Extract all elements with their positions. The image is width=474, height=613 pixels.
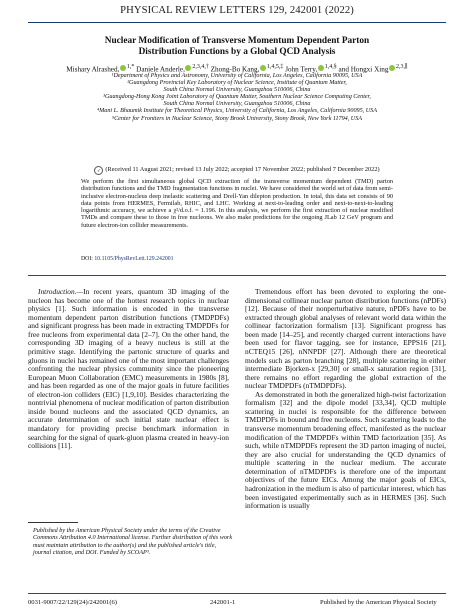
footer-rule (28, 593, 446, 594)
dates-text: (Received 11 August 2021; revised 13 July 2022; accepted 17 November 2022; published 7 December 2022) (105, 166, 380, 173)
issn-code: 0031-9007/22/129(24)/242001(6) (28, 599, 118, 606)
publisher-line: Published by the American Physical Society (320, 599, 437, 606)
affiliation: South China Normal University, Guangzhou 510006, China (163, 101, 311, 108)
abstract-divider (28, 275, 446, 276)
publication-dates (30, 166, 444, 175)
page-number: 242001-1 (210, 599, 236, 606)
affiliation: ²Guangdong Provincial Key Laboratory of Nuclear Science, Institute of Quantum Matter, (127, 80, 347, 87)
abstract (81, 178, 393, 229)
section-run-in: Introduction.— (38, 287, 84, 296)
doi-line (81, 256, 393, 263)
author-name: Daniele Anderle, (136, 65, 185, 74)
orcid-icon[interactable] (185, 65, 191, 71)
affiliation: ⁵Center for Frontiers in Nuclear Science, Stony Brook University, Stony Brook, New York 11794, USA (111, 115, 363, 122)
abstract-text: We perform the first simultaneous global QCD extraction of the transverse momentum dependent (TMD) parton distribution functions and the TMD fragmentation functions in nuclei. We have considered the world set of data from semi-inclusive electron-nucleus deep inelastic scattering and Drell-Yan dilepton production. In total, this data set consists of 90 data points from HERMES, Fermilab, RHIC, and LHC. Working at next-to-leading order and next-to-next-to-leading logarithmic accuracy, we achieve a χ²/d.o.f. = 1.196. In this analysis, we perform the first extraction of nuclear modified TMDs and compare these to those in free nucleons. We also make predictions for the ongoing JLab 12 GeV program and future electron-ion collider measurements. (81, 178, 393, 229)
check-icon[interactable]: ✓ (94, 166, 103, 175)
header-rule (28, 22, 446, 23)
affiliation-list (40, 73, 434, 123)
affiliation: South China Normal University, Guangzhou 510006, China (163, 87, 311, 94)
journal-header: PHYSICAL REVIEW LETTERS 129, 242001 (2022) (120, 5, 354, 16)
license-footnote: Published by the American Physical Society under the terms of the Creative Commons Attribution 4.0 International license. Further distribution of this work must maintain attribution to the author(s) and the published article's title, journal citation, and DOI. Funded by SCOAP³. (33, 527, 233, 556)
orcid-icon[interactable] (389, 65, 395, 71)
orcid-icon[interactable] (120, 65, 126, 71)
author-affiliation-marker: 1,4,5,‡ (266, 64, 284, 70)
footnote-rule (28, 522, 78, 523)
paper-title (40, 36, 434, 58)
author-affiliation-marker: 1,4,§ (324, 64, 337, 70)
body-paragraph: As demonstrated in both the generalized high-twist factorization formalism [32] and the dipole model [33,34], QCD multiple scattering in nuclei is responsible for the difference between TMDPDFs in bound and free nucleons. Such scattering leads to the transverse momentum broadening effect, manifested as the nuclear modification of the TMDPDFs within TMD factorization [35]. As such, while nTMDPDFs represent the 3D parton imaging of nuclei, they are also crucial for understanding the QCD dynamics of multiple scattering in the nuclear medium. The accurate determination of nTMDPDFs is therefore one of the important objectives of the future EICs. Among the major goals of EICs, hadronization in the medium is also of particular interest, which has been investigated experimentally such as in HERMES [36]. Such information is usually (245, 389, 446, 511)
affiliation: ¹Department of Physics and Astronomy, University of California, Los Angeles, California 90095, USA (111, 73, 363, 79)
author-name: Zhong-Bo Kang, (210, 65, 260, 74)
title-line-1: Nuclear Modification of Transverse Momentum Dependent Parton (104, 36, 370, 46)
left-column (28, 288, 229, 451)
doi-link[interactable]: 10.1105/PhysRevLett.129.242001 (94, 256, 174, 262)
body-paragraph: Tremendous effort has been devoted to exploring the one-dimensional collinear nuclear parton distribution functions (nPDFs) [12]. Because of their nonperturbative nature, nPDFs have to be extracted through global analyses of relevant world data within the collinear factorization formalism [13]. Significant progress has been made [14–25], and recently charged current interactions have been used for flavor tagging, see for instance, EPPS16 [21], nCTEQ15 [26], nNNPDF [27]. Although there are theoretical models such as parton branching [28], multiple scattering in either intermediate Bjorken-x [29,30] or small-x saturation region [31], there remains no effort regarding the global extraction of the nuclear TMDPDFs (nTMDPDFs). (245, 287, 446, 391)
orcid-icon[interactable] (318, 65, 324, 71)
intro-text: In recent years, quantum 3D imaging of the nucleon has become one of the hottest research topics in nuclear physics [1]. Such information is encoded in the transverse momentum dependent parton distribution functions (TMDPDFs) and significant progress has been made in extracting TMDPDFs for free nucleons from experimental data [2–7]. On the other hand, the corresponding 3D imaging of a heavy nucleus is still at the primitive stage. Identifying the partonic structure of quarks and gluons in nuclei has remained one of the most important challenges confronting the nuclear physics community since the pioneering European Muon Collaboration (EMC) measurements in 1980s [8], and has been regarded as one of the major goals in future facilities of electron-ion colliders (EIC) [1,9,10]. Besides characterizing the nontrivial phenomena of nuclear modification of parton distribution inside bound nucleons and the associated QCD dynamics, an accurate determination of such initial state nuclear effect is mandatory for providing precise benchmark information in searching for the signal of quark-gluon plasma created in heavy-ion collisions [11]. (28, 287, 229, 451)
author-affiliation-marker: 2,3,4,† (192, 64, 209, 70)
right-column (245, 288, 446, 511)
orcid-icon[interactable] (260, 65, 266, 71)
author-name: Mishary Alrashed, (66, 65, 120, 74)
author-affiliation-marker: 1,* (126, 64, 135, 70)
author-affiliation-marker: 2,3,∥ (395, 64, 408, 70)
doi-label: DOI: (81, 256, 93, 262)
affiliation: ⁴Mani L. Bhaumik Institute for Theoretical Physics, University of California, Los Angeles, California 90095, USA (97, 108, 377, 115)
author-name: and Hongxi Xing (338, 65, 389, 74)
author-name: John Terry, (285, 65, 318, 74)
title-line-2: Distribution Functions by a Global QCD Analysis (138, 46, 336, 57)
affiliation: ³Guangdong-Hong Kong Joint Laboratory of Quantum Matter, Southern Nuclear Science Computing Center, (103, 94, 371, 101)
intro-paragraph (28, 288, 229, 451)
